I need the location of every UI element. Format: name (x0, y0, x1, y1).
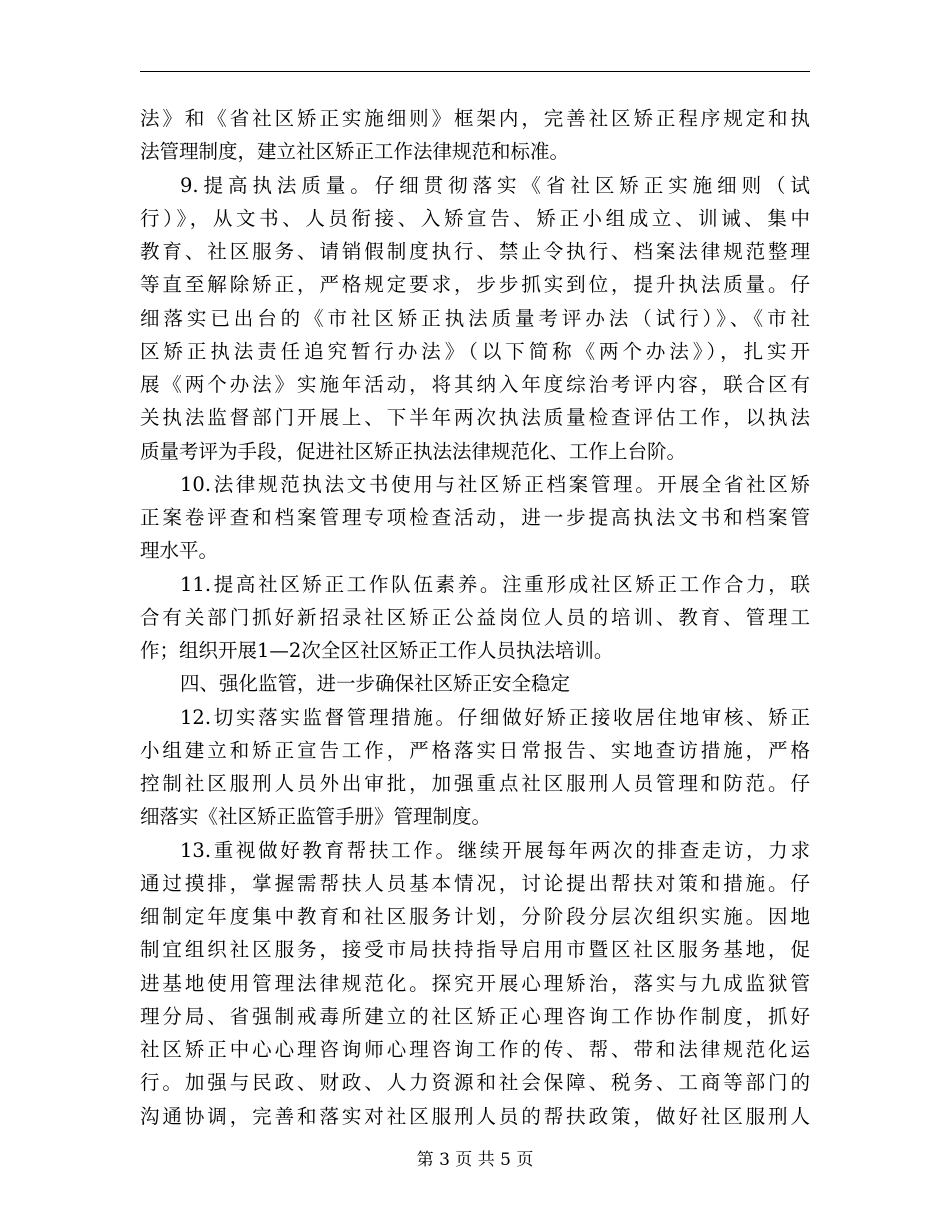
paragraph-line: 细制定年度集中教育和社区服务计划，分阶段分层次组织实施。因地 (140, 905, 810, 928)
paragraph-line: 制宜组织社区服务，接受市局扶持指导启用市暨区社区服务基地，促 (140, 938, 810, 962)
paragraph-line: 展《两个办法》实施年活动，将其纳入年度综治考评内容，联合区有 (140, 373, 810, 396)
paragraph-line: 细落实已出台的《市社区矫正执法质量考评办法（试行）》、《市社 (140, 306, 810, 330)
paragraph-line: 沟通协调，完善和落实对社区服刑人员的帮扶政策，做好社区服刑人 (140, 1104, 810, 1128)
paragraph-line: 细落实《社区矫正监管手册》管理制度。 (140, 805, 492, 829)
paragraph-line: 理水平。 (140, 539, 219, 563)
paragraph-line: 法管理制度，建立社区矫正工作法律规范和标准。 (140, 140, 570, 164)
paragraph-line: 行。加强与民政、财政、人力资源和社会保障、税务、工商等部门的 (140, 1071, 810, 1095)
paragraph-line: 作；组织开展1—2次全区社区矫正工作人员执法培训。 (140, 639, 614, 662)
paragraph-line: 合有关部门抓好新招录社区矫正公益岗位人员的培训、教育、管理工 (140, 605, 810, 629)
paragraph-line: 法》和《省社区矫正实施细则》框架内，完善社区矫正程序规定和执 (140, 107, 810, 130)
paragraph-line: 行）》，从文书、人员衔接、入矫宣告、矫正小组成立、训诫、集中 (140, 206, 810, 230)
paragraph-line: 教育、社区服务、请销假制度执行、禁止令执行、档案法律规范整理 (140, 240, 810, 263)
paragraph-line: 控制社区服刑人员外出审批，加强重点社区服刑人员管理和防范。仔 (140, 772, 810, 795)
header-rule (140, 71, 810, 72)
paragraph-line: 质量考评为手段，促进社区矫正执法法律规范化、工作上台阶。 (140, 439, 687, 463)
paragraph-first-line: 13.重视做好教育帮扶工作。继续开展每年两次的排查走访，力求 (180, 838, 810, 862)
paragraph-line: 等直至解除矫正，严格规定要求，步步抓实到位，提升执法质量。仔 (140, 273, 810, 297)
paragraph-line: 进基地使用管理法律规范化。探究开展心理矫治，落实与九成监狱管 (140, 971, 810, 995)
paragraph-line: 通过摸排，掌握需帮扶人员基本情况，讨论提出帮扶对策和措施。仔 (140, 871, 810, 895)
paragraph-first-line: 12.切实落实监督管理措施。仔细做好矫正接收居住地审核、矫正 (180, 705, 810, 729)
document-body (140, 102, 810, 1133)
paragraph-line: 小组建立和矫正宣告工作，严格落实日常报告、实地查访措施，严格 (140, 738, 810, 762)
page-number-footer: 第 3 页 共 5 页 (416, 1150, 534, 1170)
paragraph-first-line: 四、强化监管，进一步确保社区矫正安全稳定 (180, 672, 571, 696)
paragraph-first-line: 10.法律规范执法文书使用与社区矫正档案管理。开展全省社区矫 (180, 472, 810, 496)
paragraph-line: 正案卷评查和档案管理专项检查活动，进一步提高执法文书和档案管 (140, 506, 810, 529)
paragraph-first-line: 9.提高执法质量。仔细贯彻落实《省社区矫正实施细则（试 (180, 173, 810, 197)
paragraph-line: 关执法监督部门开展上、下半年两次执法质量检查评估工作，以执法 (140, 406, 810, 430)
paragraph-line: 社区矫正中心心理咨询师心理咨询工作的传、帮、带和法律规范化运 (140, 1038, 810, 1061)
paragraph-line: 理分局、省强制戒毒所建立的社区矫正心理咨询工作协作制度，抓好 (140, 1004, 810, 1028)
paragraph-line: 区矫正执法责任追究暂行办法》（以下简称《两个办法》），扎实开 (140, 339, 810, 363)
paragraph-first-line: 11.提高社区矫正工作队伍素养。注重形成社区矫正工作合力，联 (180, 572, 810, 596)
